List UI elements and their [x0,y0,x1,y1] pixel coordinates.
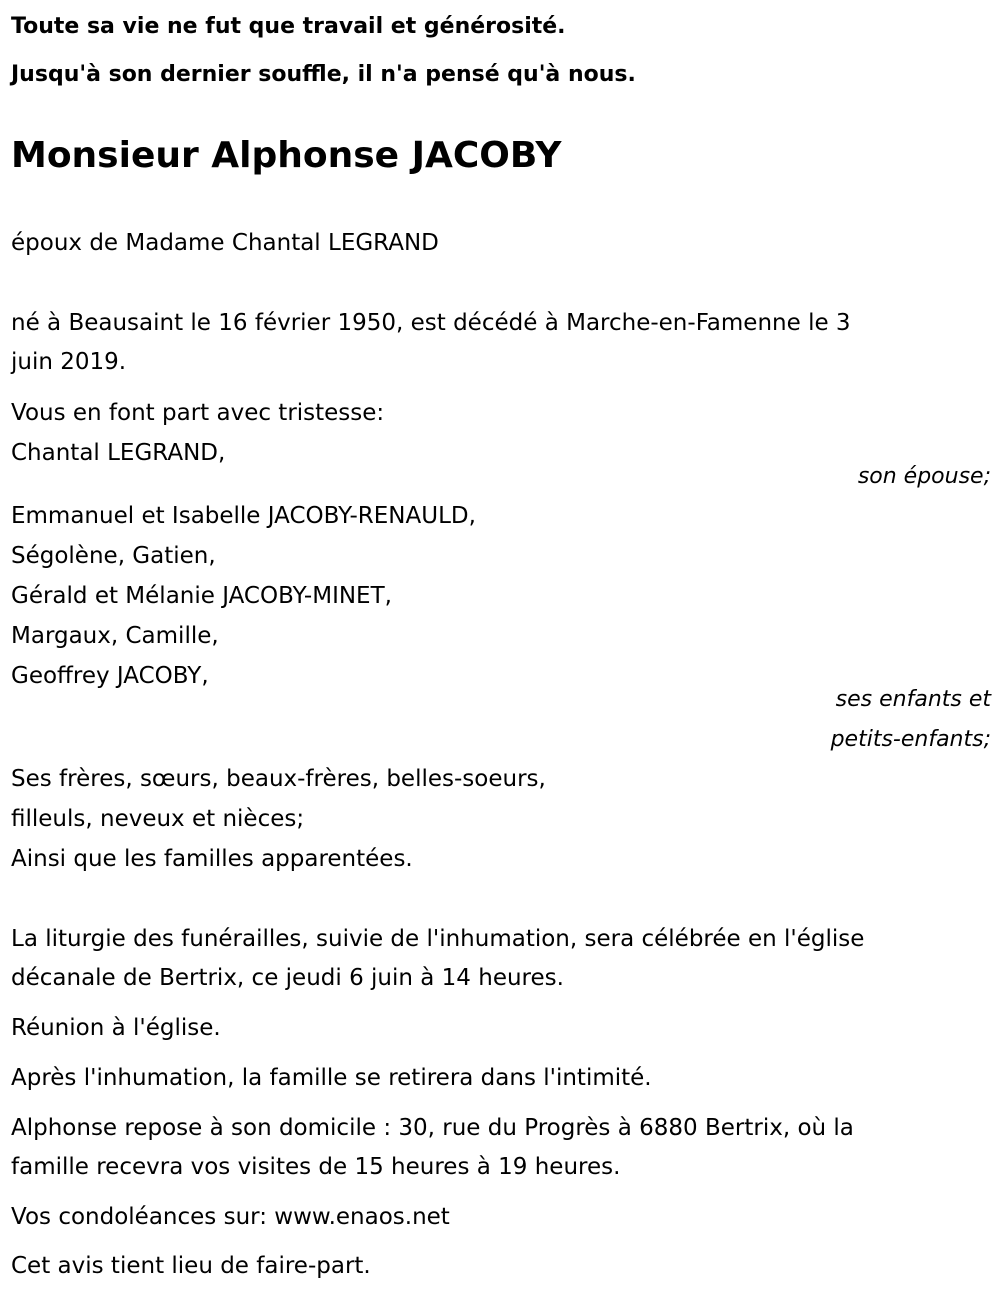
spouse-role: son épouse; [857,464,991,489]
condolences-line: Vos condoléances sur: www.enaos.net [11,1204,450,1230]
children-line-2: Ségolène, Gatien, [11,543,216,569]
bio-line-2: juin 2019. [11,349,127,375]
liturgy-line-1: La liturgie des funérailles, suivie de l'inhumation, sera célébrée en l'église [11,926,865,952]
children-line-3: Gérald et Mélanie JACOBY-MINET, [11,583,392,609]
liturgy-line-2: décanale de Bertrix, ce jeudi 6 juin à 14 heures. [11,965,564,991]
family-line-3: Ainsi que les familles apparentées. [11,846,413,872]
children-role-line-1: ses enfants et [835,687,991,712]
family-line-2: filleuls, neveux et nièces; [11,806,305,832]
rest-line-1: Alphonse repose à son domicile : 30, rue du Progrès à 6880 Bertrix, où la [11,1115,854,1141]
meeting-line: Réunion à l'église. [11,1015,221,1041]
family-line-1: Ses frères, sœurs, beaux-frères, belles-soeurs, [11,766,546,792]
bio-line-1: né à Beausaint le 16 février 1950, est décédé à Marche-en-Famenne le 3 [11,310,851,336]
children-line-4: Margaux, Camille, [11,623,219,649]
notice-line: Cet avis tient lieu de faire-part. [11,1253,371,1279]
epigraph-line-1: Toute sa vie ne fut que travail et générosité. [11,14,566,39]
announcement-intro: Vous en font part avec tristesse: [11,400,385,426]
obituary-notice [11,0,991,1301]
epigraph-line-2: Jusqu'à son dernier souffle, il n'a pensé qu'à nous. [11,62,636,87]
children-role-line-2: petits-enfants; [830,727,991,752]
spouse-name: Chantal LEGRAND, [11,440,226,466]
rest-line-2: famille recevra vos visites de 15 heures à 19 heures. [11,1154,621,1180]
children-line-1: Emmanuel et Isabelle JACOBY-RENAULD, [11,503,476,529]
after-burial-line: Après l'inhumation, la famille se retirera dans l'intimité. [11,1065,652,1091]
children-line-5: Geoffrey JACOBY, [11,663,209,689]
deceased-name: Monsieur Alphonse JACOBY [11,135,562,176]
spouse-line: époux de Madame Chantal LEGRAND [11,230,439,256]
